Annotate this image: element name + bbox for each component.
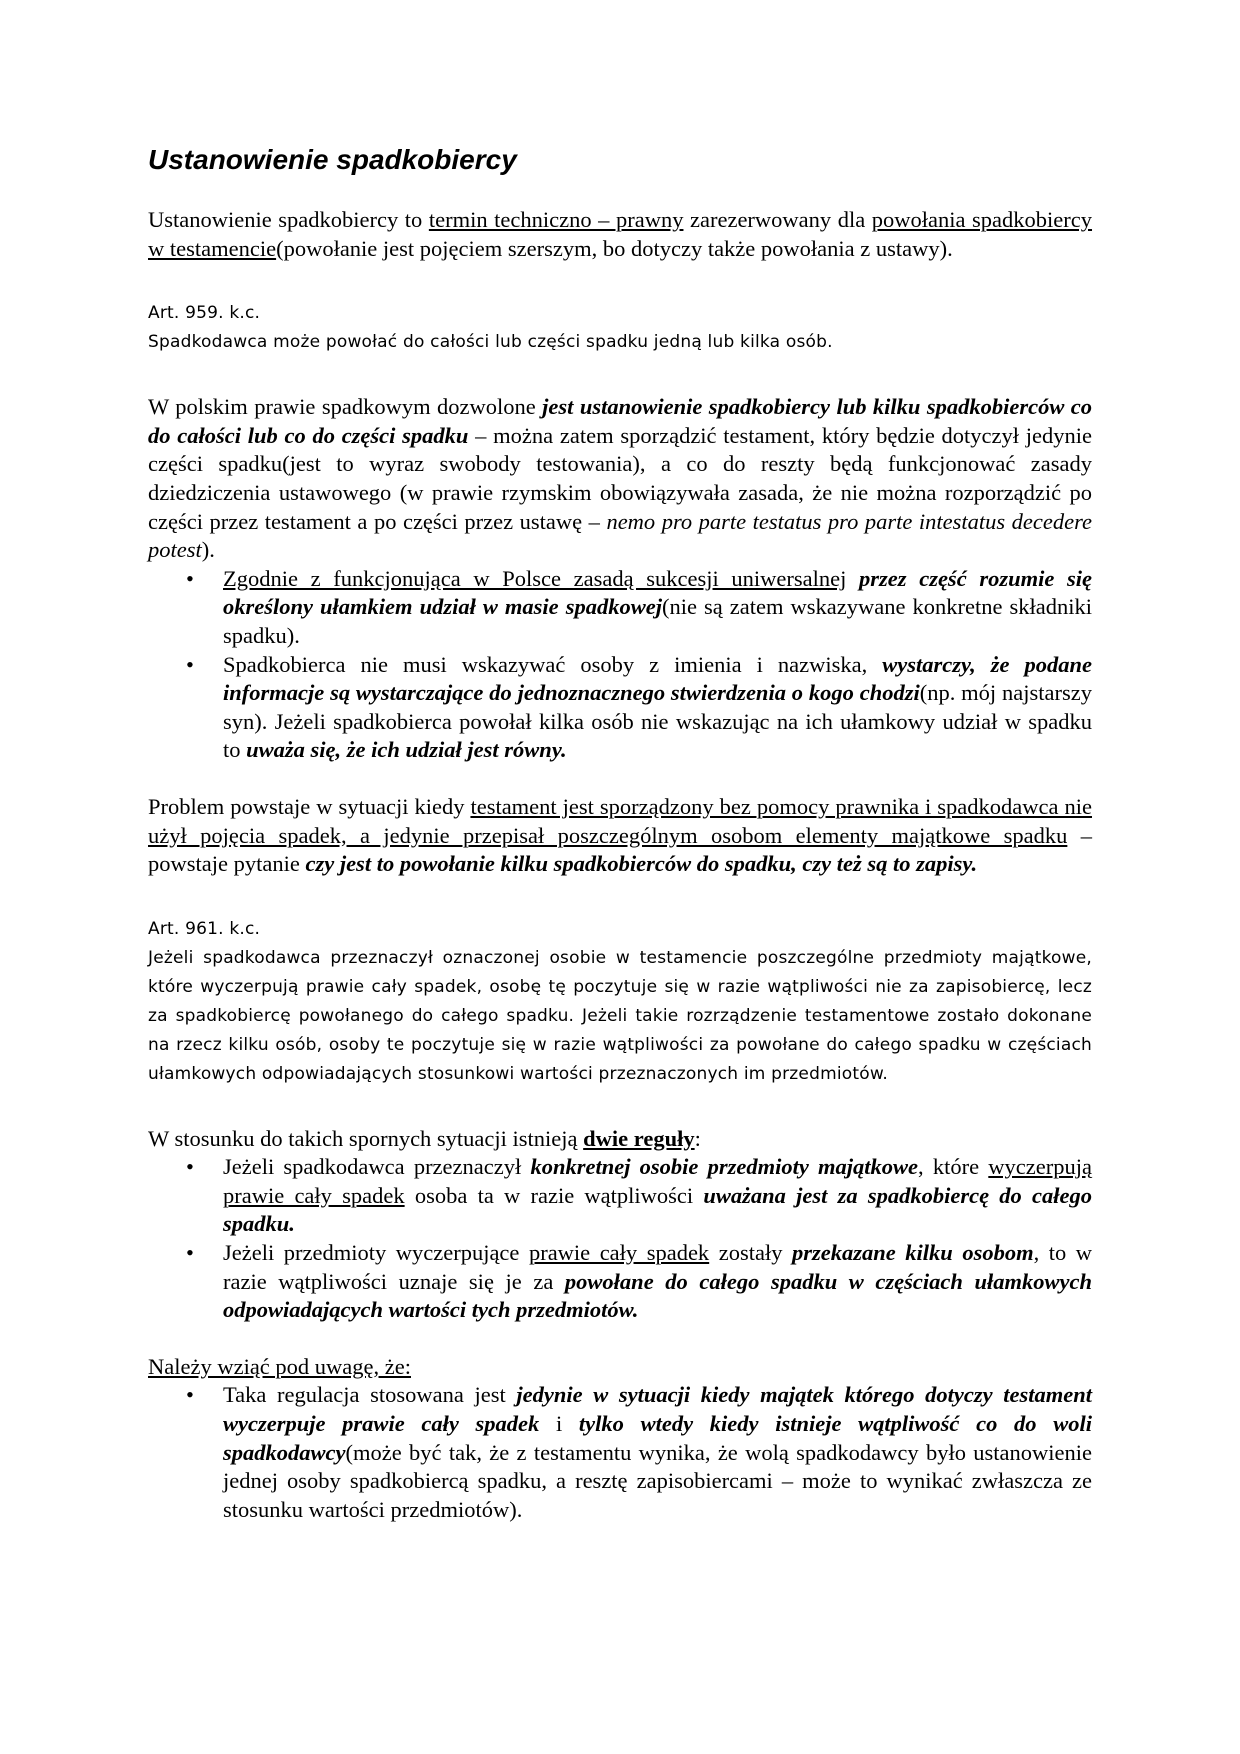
bullet-list-1 bbox=[148, 565, 1092, 765]
bullet-icon: • bbox=[186, 565, 194, 591]
text-run: – powstaje pytanie bbox=[148, 822, 1093, 877]
text-run: zarezerwowany dla bbox=[683, 207, 872, 232]
article-text: Spadkodawca może powołać do całości lub części spadku jedną lub kilka osób. bbox=[148, 332, 833, 353]
article-heading: Art. 959. k.c. bbox=[148, 303, 261, 324]
text-run: (np. mój najstarszy syn). Jeżeli spadkobierca powołał kilka osób nie wskazując na ich ułamkowy udział w spadku to bbox=[223, 680, 1092, 763]
text-run: Problem powstaje w sytuacji kiedy bbox=[148, 793, 471, 819]
bullet-list-2 bbox=[148, 1153, 1092, 1325]
text-run: – można zatem sporządzić testament, który będzie dotyczył jedynie części spadku(jest to wyraz swobody testowania), a co do reszty będą funkcjonować zasady dziedziczenia ustawowego (w prawie rzymskim obowiązywała zasada, że nie można rozporządzić po części przez testament a po części przez ustawę – bbox=[148, 422, 1092, 534]
article-heading: Art. 961. k.c. bbox=[148, 918, 261, 939]
text-run: osoba ta w razie wątpliwości bbox=[404, 1182, 704, 1208]
underlined-text: Zgodnie z funkcjonująca w Polsce zasadą sukcesji uniwersalnej bbox=[223, 565, 847, 591]
emphasized-text: uważana jest za spadkobiercę do całego spadku. bbox=[223, 1182, 1092, 1237]
bullet-icon: • bbox=[186, 1382, 194, 1408]
emphasized-text: wystarczy, że podane informacje są wystarczające do jednoznacznego stwierdzenia o kogo chodzi bbox=[223, 651, 1092, 706]
bullet-list-3 bbox=[148, 1381, 1092, 1524]
text-run: Ustanowienie spadkobiercy to bbox=[148, 207, 429, 232]
text-run: W stosunku do takich spornych sytuacji istnieją bbox=[148, 1125, 584, 1151]
list-item bbox=[148, 651, 1092, 765]
list-item bbox=[148, 1239, 1092, 1325]
text-run: Taka regulacja stosowana jest bbox=[223, 1382, 517, 1408]
paragraph-note bbox=[148, 1353, 1092, 1382]
paragraph-two-rules bbox=[148, 1125, 1092, 1154]
emphasized-text: przekazane kilku osobom bbox=[791, 1240, 1034, 1266]
underlined-text: prawie cały spadek bbox=[528, 1240, 710, 1266]
article-959 bbox=[148, 299, 1092, 357]
emphasized-text: powołane do całego spadku w częściach ułamkowych odpowiadających wartości tych przedmiotów. bbox=[223, 1268, 1092, 1323]
underlined-text: dwie reguły bbox=[583, 1125, 695, 1151]
text-run bbox=[846, 566, 859, 591]
underlined-text: wyczerpują prawie cały spadek bbox=[223, 1154, 1092, 1208]
emphasized-text: jest ustanowienie spadkobiercy lub kilku spadkobierców co do całości lub co do części spadku bbox=[148, 394, 1092, 448]
underlined-text: testament jest sporządzony bez pomocy prawnika i spadkodawca nie użył pojęcia spadek, a jedynie przepisał poszczególnym osobom elementy majątkowe spadku bbox=[148, 793, 1092, 848]
text-run: ). bbox=[201, 537, 215, 563]
emphasized-text: nemo pro parte testatus pro parte intestatus decedere potest bbox=[148, 508, 1092, 563]
text-run: i bbox=[539, 1411, 579, 1437]
text-run: Spadkobierca nie musi wskazywać osoby z imienia i nazwiska, bbox=[223, 651, 883, 677]
underlined-text: Należy wziąć pod uwagę, że: bbox=[148, 1353, 411, 1379]
underlined-text: termin techniczno – prawny bbox=[428, 207, 684, 232]
text-run: : bbox=[694, 1125, 701, 1151]
list-item bbox=[148, 1381, 1092, 1524]
emphasized-text: konkretnej osobie przedmioty majątkowe bbox=[530, 1154, 919, 1180]
intro-paragraph bbox=[148, 206, 1092, 263]
document-title: Ustanowienie spadkobiercy bbox=[148, 144, 517, 175]
bullet-icon: • bbox=[186, 1240, 194, 1266]
text-run: (może być tak, że z testamentu wynika, że wolą spadkodawcy było ustanowienie jednej osoby spadkobiercą spadku, a resztę zapisobiercami – może to wynikać zwłaszcza ze stosunku wartości przedmiotów). bbox=[223, 1439, 1092, 1522]
emphasized-text: uważa się, że ich udział jest równy. bbox=[246, 737, 567, 763]
paragraph-problem bbox=[148, 793, 1092, 879]
list-item bbox=[148, 1153, 1092, 1239]
emphasized-text: przez część rozumie się określony ułamkiem udział w masie spadkowej bbox=[223, 565, 1092, 620]
text-run: Jeżeli przedmioty wyczerpujące bbox=[223, 1240, 529, 1266]
emphasized-text: jedynie w sytuacji kiedy majątek którego dotyczy testament wyczerpuje prawie cały spadek bbox=[223, 1382, 1092, 1437]
text-run: zostały bbox=[709, 1240, 792, 1266]
emphasized-text: czy jest to powołanie kilku spadkobierców do spadku, czy też są to zapisy. bbox=[305, 851, 978, 877]
article-text: Jeżeli spadkodawca przeznaczył oznaczonej osobie w testamencie poszczególne przedmioty majątkowe, które wyczerpują prawie cały spadek, osobę tę poczytuje się w razie wątpliwości nie za zapisobiercę, lecz za spadkobiercę powołanego do całego spadku. Jeżeli takie rozrządzenie testamentowe zostało dokonane na rzecz kilku osób, osoby te poczytuje się w razie wątpliwości za powołane do całego spadku w częściach ułamkowych odpowiadających stosunkowi wartości przeznaczonych im przedmiotów. bbox=[148, 947, 1092, 1084]
text-run: Jeżeli spadkodawca przeznaczył bbox=[223, 1154, 531, 1180]
paragraph-polish-law bbox=[148, 393, 1092, 565]
text-run: , które bbox=[918, 1154, 989, 1180]
list-item bbox=[148, 565, 1092, 651]
bullet-icon: • bbox=[186, 651, 194, 677]
text-run: (nie są zatem wskazywane konkretne składniki spadku). bbox=[223, 594, 1092, 648]
emphasized-text: tylko wtedy kiedy istnieje wątpliwość co do woli spadkodawcy bbox=[223, 1411, 1092, 1465]
bullet-icon: • bbox=[186, 1154, 194, 1180]
article-961 bbox=[148, 915, 1092, 1089]
text-run: W polskim prawie spadkowym dozwolone bbox=[148, 394, 543, 420]
text-run: (powołanie jest pojęciem szerszym, bo dotyczy także powołania z ustawy). bbox=[276, 235, 953, 261]
document-page bbox=[148, 140, 1092, 1524]
text-run: , to w razie wątpliwości uznaje się je za bbox=[223, 1240, 1093, 1294]
underlined-text: powołania spadkobiercy w testamencie bbox=[148, 207, 1093, 261]
